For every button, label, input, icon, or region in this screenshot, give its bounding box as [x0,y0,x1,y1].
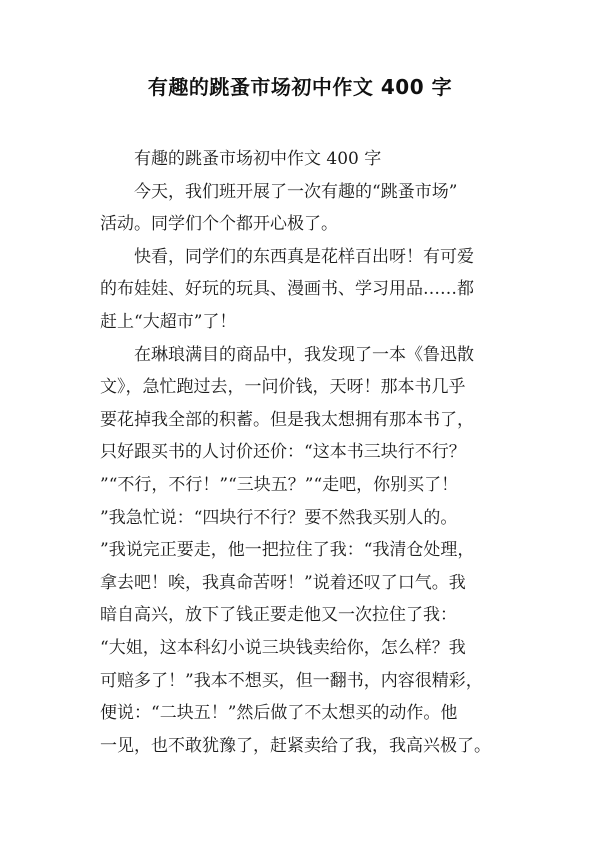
text-line: 赶上“大超市”了！ [100,311,237,332]
text-line: 的布娃娃、好玩的玩具、漫画书、学习用品……都 [100,279,474,300]
text-line: 拿去吧！唉，我真命苦呀！”说着还叹了口气。我 [100,572,466,593]
text-line: 要花掉我全部的积蓄。但是我太想拥有那本书了， [100,409,474,430]
text-line: 活动。同学们个个都开心极了。 [100,214,338,235]
text-line: 暗自高兴，放下了钱正要走他又一次拉住了我： [100,605,457,626]
text-line: ”我说完正要走，他一把拉住了我：“我清仓处理， [100,540,475,561]
document-body [100,143,515,762]
text-line: 可赔多了！”我本不想买，但一翻书，内容很精彩， [100,670,483,691]
text-line: 文》，急忙跑过去，一问价钱，天呀！那本书几乎 [100,377,466,398]
text-line: ”“不行，不行！”“三块五？”“走吧，你别买了！ [100,474,459,495]
text-line: 有趣的跳蚤市场初中作文 400 字 [100,149,382,169]
text-line: 只好跟买书的人讨价还价：“这本书三块行不行？ [100,442,466,463]
text-line: 便说：“二块五！”然后做了不太想买的动作。他 [100,703,458,724]
text-line: 快看，同学们的东西真是花样百出呀！有可爱 [100,246,474,267]
text-line: 一见，也不敢犹豫了，赶紧卖给了我，我高兴极了。 [100,735,491,756]
text-line: 今天，我们班开展了一次有趣的“跳蚤市场” [100,181,458,202]
text-line: 在琳琅满目的商品中，我发现了一本《鲁迅散 [100,344,474,365]
text-line: ”我急忙说：“四块行不行？要不然我买别人的。 [100,507,458,528]
document-title: 有趣的跳蚤市场初中作文 400 字 [147,75,453,99]
text-line: “大姐，这本科幻小说三块钱卖给你，怎么样？我 [100,637,466,658]
